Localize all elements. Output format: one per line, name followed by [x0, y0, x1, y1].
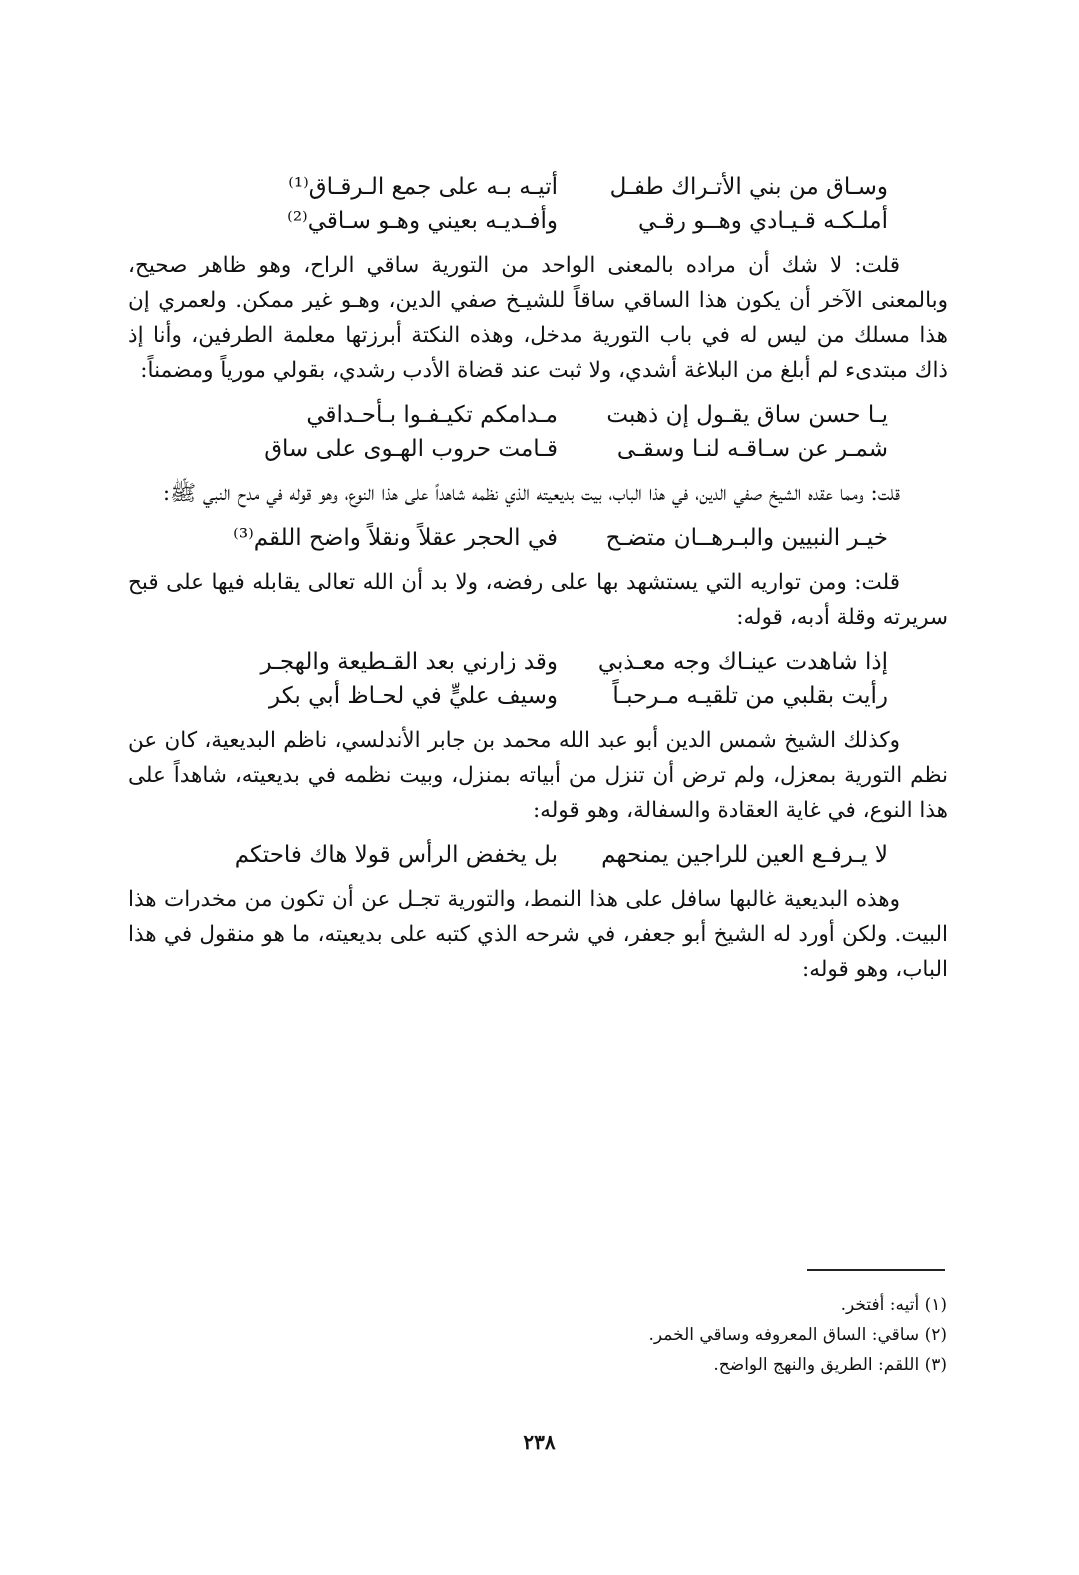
verse-line — [128, 838, 948, 872]
paragraph: وكذلك الشيخ شمس الدين أبو عبد الله محمد بن جابر الأندلسي، ناظم البديعية، كان عن نظم التورية بمعزل، ولم ترض أن تنزل من أبياته بمنزل، وبيت نظمه في بديعيته، شاهداً على هذا النوع، في غاية العقادة والسفالة، وهو قوله: — [128, 728, 948, 823]
page-number: ٢٣٨ — [523, 1430, 556, 1454]
verse-line — [128, 521, 948, 555]
second-hemistich: وقد زارني بعد القـطيعة والهجـر — [260, 649, 558, 675]
second-hemistich: قـامت حروب الهـوى على ساق — [264, 436, 558, 462]
verse-line — [128, 432, 948, 466]
first-hemistich: إذا شاهدت عينـاك وجه معـذبي — [597, 649, 888, 675]
second-hemistich: أتيـه بـه على جمع الـرقـاق⁽¹⁾ — [288, 174, 558, 200]
footnote-divider — [807, 1269, 945, 1271]
first-hemistich: شمـر عن سـاقـه لنـا وسقـى — [616, 436, 888, 462]
first-hemistich: خيـر النبيين والبـرهــان متضـح — [605, 525, 888, 551]
second-hemistich: وأفـديـه بعيني وهـو سـاقي⁽²⁾ — [287, 208, 558, 234]
verse-group-4 — [128, 645, 948, 713]
paragraph: قلت: لا شك أن مراده بالمعنى الواحد من التورية ساقي الراح، وهو ظاهر صحيح، وبالمعنى الآخر أن يكون هذا الساقي ساقاً للشيـخ صفي الدين، وهـو غير ممكن. ولعمري إن هذا مسلك من ليس له في باب التورية مدخل، وهذه النكتة أبرزتها معلمة الطرفين، وأنا إذ ذاك مبتدىء لم أبلغ من البلاغة أشدي، ولا ثبت عند قضاة الأدب رشدي، بقولي مورياً ومضمناً: — [128, 253, 948, 383]
first-hemistich: يـا حسن ساق يقـول إن ذهبت — [606, 402, 888, 428]
verse-line — [128, 398, 948, 432]
footnotes — [147, 1290, 947, 1380]
footnote: (٣) اللقم: الطريق والنهج الواضح. — [713, 1355, 947, 1375]
verse-group-1 — [128, 170, 948, 238]
first-hemistich: أملـكـه قـيـادي وهــو رقـي — [637, 208, 888, 234]
first-hemistich: وسـاق من بني الأتـراك طفـل — [609, 174, 888, 200]
paragraph: قلت: ومما عقده الشيخ صفي الدين، في هذا الباب، بيت بديعيته الذي نظمه شاهداً على هذا النوع، وهو قوله في مدح النبي ﷺ: — [162, 481, 900, 506]
second-hemistich: في الحجر عقلاً ونقلاً واضح اللقم⁽³⁾ — [233, 525, 558, 551]
verse-group-2 — [128, 398, 948, 466]
second-hemistich: بل يخفض الرأس قولا هاك فاحتكم — [234, 842, 558, 868]
paragraph: قلت: ومن تواريه التي يستشهد بها على رفضه، ولا بد أن الله تعالى يقابله فيها على قبح سريرته وقلة أدبه، قوله: — [128, 570, 948, 630]
verse-line — [128, 204, 948, 238]
verse-line — [128, 645, 948, 679]
paragraph: وهذه البديعية غالبها سافل على هذا النمط، والتورية تجـل عن أن تكون من مخدرات هذا البيت. ولكن أورد له الشيخ أبو جعفر، في شرحه الذي كتبه على بديعيته، ما هو منقول في هذا الباب، وهو قوله: — [128, 887, 948, 982]
page-body — [128, 170, 948, 997]
footnote: (١) أتيه: أفتخر. — [840, 1295, 947, 1315]
second-hemistich: وسيف عليٍّ في لحـاظ أبي بكر — [269, 683, 558, 709]
second-hemistich: مـدامكم تكيـفـوا بـأحـداقي — [306, 402, 558, 428]
verse-group-5 — [128, 838, 948, 872]
verse-line — [128, 170, 948, 204]
verse-line — [128, 679, 948, 713]
first-hemistich: لا يـرفـع العين للراجين يمنحهم — [601, 842, 888, 868]
footnote: (٢) ساقي: الساق المعروفه وساقي الخمر. — [648, 1325, 947, 1345]
first-hemistich: رأيت بقلبي من تلقيـه مـرحبـاً — [612, 683, 888, 709]
verse-group-3 — [128, 521, 948, 555]
